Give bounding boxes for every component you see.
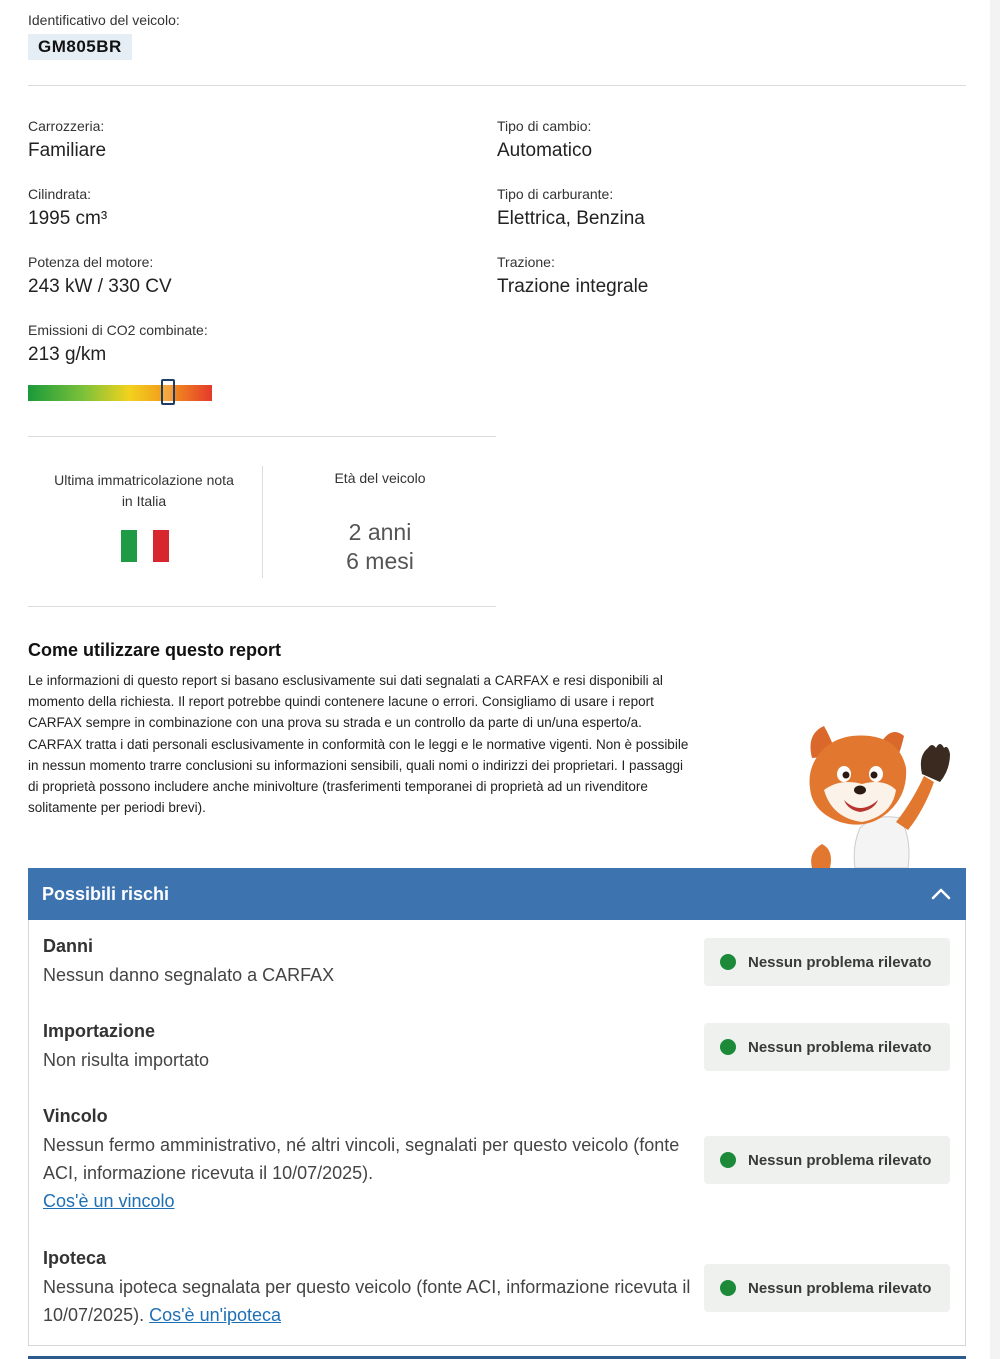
vehicle-age-months: 6 mesi <box>346 548 414 574</box>
co2-scale-bar <box>28 385 212 401</box>
spec-fuel <box>497 186 645 230</box>
status-dot-icon <box>720 1280 736 1296</box>
status-dot-icon <box>720 1039 736 1055</box>
risks-header[interactable] <box>28 868 966 920</box>
spec-fuel-label: Tipo di carburante: <box>497 186 614 202</box>
spec-traction-label: Trazione: <box>497 254 555 270</box>
vehicle-age-value <box>264 518 496 576</box>
divider <box>28 606 496 607</box>
risks-title: Possibili rischi <box>42 883 170 904</box>
spec-co2 <box>28 322 208 366</box>
italy-flag-icon <box>121 530 169 562</box>
status-badge <box>704 1023 950 1071</box>
status-dot-icon <box>720 1152 736 1168</box>
spec-traction-value: Trazione integrale <box>497 276 649 297</box>
risk-item-title: Importazione <box>43 1021 156 1041</box>
spec-co2-label: Emissioni di CO2 combinate: <box>28 322 208 338</box>
spec-traction <box>497 254 648 298</box>
spec-co2-value: 213 g/km <box>28 344 107 365</box>
status-text: Nessun problema rilevato <box>748 953 932 971</box>
status-dot-icon <box>720 954 736 970</box>
license-plate: GM805BR <box>28 34 132 60</box>
flag-stripe-green <box>121 530 137 562</box>
status-text: Nessun problema rilevato <box>748 1279 932 1297</box>
last-registration-line2: in Italia <box>121 493 167 509</box>
flag-stripe-white <box>137 530 153 562</box>
risk-item-desc: Nessun danno segnalato a CARFAX <box>43 965 335 985</box>
risk-item-title: Vincolo <box>43 1106 108 1126</box>
fox-mascot-icon <box>800 718 955 868</box>
divider <box>28 85 966 86</box>
spec-fuel-value: Elettrica, Benzina <box>497 208 645 229</box>
mortgage-info-link[interactable]: Cos'è un'ipoteca <box>149 1305 282 1325</box>
vehicle-id-label: Identificativo del veicolo: <box>28 12 180 28</box>
vehicle-age-label: Età del veicolo <box>334 470 426 486</box>
flag-stripe-red <box>153 530 169 562</box>
status-badge <box>704 1264 950 1312</box>
spec-gearbox <box>497 118 592 162</box>
risk-item-desc: Non risulta importato <box>43 1050 210 1070</box>
how-to-text: Le informazioni di questo report si basano esclusivamente sui dati segnalati a CARFAX e resi disponibili al momento della richiesta. Il report potrebbe quindi contenere lacune o errori. Consigliamo di usare i report CARFAX sempre in combinazione con una prova su strada e un controllo da parte di un/una esperto/a. CARFAX tratta i dati personali esclusivamente in conformità con le leggi e le normative vigenti. Non è possibile in nessun momento trarre conclusioni su informazioni sensibili, quali nomi o indirizzi dei proprietari. I passaggi di proprietà possono includere anche minivolture (trasferimenti temporanei di proprietà ad un rivenditore solitamente per periodi brevi). <box>28 673 689 816</box>
risk-item-title: Ipoteca <box>43 1248 107 1268</box>
risk-item-desc-wrap <box>43 1131 693 1215</box>
spec-displacement-value: 1995 cm³ <box>28 208 108 229</box>
risk-item-title: Danni <box>43 936 94 956</box>
spec-gearbox-label: Tipo di cambio: <box>497 118 592 134</box>
status-badge <box>704 1136 950 1184</box>
vehicle-age-years: 2 anni <box>348 519 412 545</box>
spec-displacement <box>28 186 107 230</box>
risk-item-desc: Nessun fermo amministrativo, né altri vincoli, segnalati per questo veicolo (fonte ACI, informazione ricevuta il 10/07/2025). <box>43 1135 680 1183</box>
risk-item-desc: Nessuna ipoteca segnalata per questo veicolo (fonte ACI, informazione ricevuta il 10/07/2025). <box>43 1277 691 1325</box>
spec-power-value: 243 kW / 330 CV <box>28 276 172 297</box>
status-text: Nessun problema rilevato <box>748 1038 932 1056</box>
spec-power-label: Potenza del motore: <box>28 254 154 270</box>
spec-displacement-label: Cilindrata: <box>28 186 92 202</box>
divider <box>28 436 496 437</box>
vertical-divider <box>262 466 263 578</box>
last-registration-label <box>28 470 260 512</box>
risk-item-import <box>43 1021 693 1074</box>
spec-gearbox-value: Automatico <box>497 140 593 161</box>
chevron-up-icon[interactable] <box>930 883 952 905</box>
status-badge <box>704 938 950 986</box>
status-text: Nessun problema rilevato <box>748 1151 932 1169</box>
spec-body <box>28 118 106 162</box>
co2-level-marker <box>161 379 175 405</box>
page-edge <box>990 0 1000 1359</box>
how-to-title: Come utilizzare questo report <box>28 640 282 660</box>
risk-item-desc-wrap <box>43 1273 693 1329</box>
last-registration-line1: Ultima immatricolazione nota <box>54 472 234 488</box>
risk-item-lien <box>43 1106 693 1215</box>
lien-info-link[interactable]: Cos'è un vincolo <box>43 1191 175 1211</box>
risk-item-damage <box>43 936 693 989</box>
spec-power <box>28 254 172 298</box>
risk-item-mortgage <box>43 1248 693 1329</box>
spec-body-value: Familiare <box>28 140 107 161</box>
spec-body-label: Carrozzeria: <box>28 118 105 134</box>
